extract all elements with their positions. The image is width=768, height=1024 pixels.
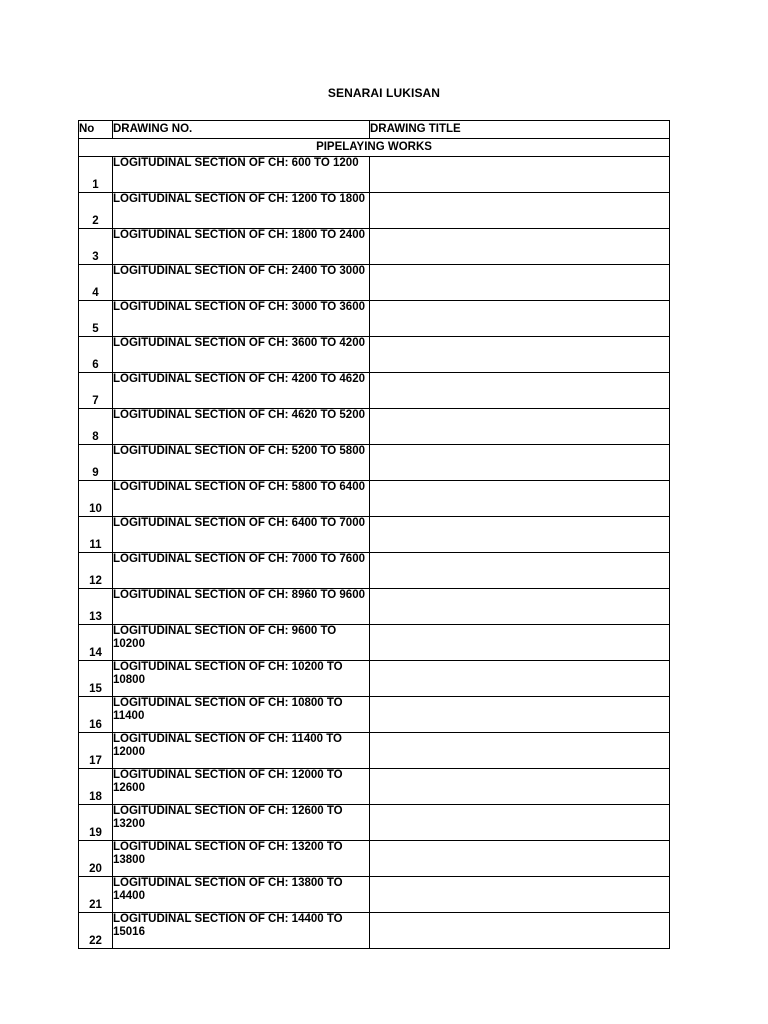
table-row bbox=[79, 589, 670, 625]
row-number: 12 bbox=[79, 553, 113, 589]
row-drawing-title bbox=[370, 265, 670, 301]
row-drawing-no: LOGITUDINAL SECTION OF CH: 1200 TO 1800 bbox=[113, 193, 370, 229]
row-drawing-title bbox=[370, 553, 670, 589]
row-drawing-title bbox=[370, 769, 670, 805]
row-drawing-no: LOGITUDINAL SECTION OF CH: 14400 TO 15016 bbox=[113, 913, 370, 949]
row-drawing-no: LOGITUDINAL SECTION OF CH: 6400 TO 7000 bbox=[113, 517, 370, 553]
table-row bbox=[79, 733, 670, 769]
row-drawing-title bbox=[370, 373, 670, 409]
row-drawing-no: LOGITUDINAL SECTION OF CH: 4200 TO 4620 bbox=[113, 373, 370, 409]
row-drawing-no: LOGITUDINAL SECTION OF CH: 12600 TO 13200 bbox=[113, 805, 370, 841]
row-drawing-title bbox=[370, 877, 670, 913]
row-drawing-title bbox=[370, 625, 670, 661]
row-drawing-no: LOGITUDINAL SECTION OF CH: 600 TO 1200 bbox=[113, 157, 370, 193]
row-drawing-no: LOGITUDINAL SECTION OF CH: 12000 TO 12600 bbox=[113, 769, 370, 805]
row-drawing-title bbox=[370, 841, 670, 877]
row-drawing-no: LOGITUDINAL SECTION OF CH: 3000 TO 3600 bbox=[113, 301, 370, 337]
row-number: 11 bbox=[79, 517, 113, 553]
row-drawing-title bbox=[370, 661, 670, 697]
table-row bbox=[79, 445, 670, 481]
row-number: 4 bbox=[79, 265, 113, 301]
row-drawing-title bbox=[370, 157, 670, 193]
row-drawing-no: LOGITUDINAL SECTION OF CH: 3600 TO 4200 bbox=[113, 337, 370, 373]
table-row bbox=[79, 337, 670, 373]
row-number: 10 bbox=[79, 481, 113, 517]
row-number: 1 bbox=[79, 157, 113, 193]
row-drawing-title bbox=[370, 229, 670, 265]
drawing-list-table bbox=[78, 120, 670, 949]
table-row bbox=[79, 229, 670, 265]
row-drawing-title bbox=[370, 697, 670, 733]
row-number: 16 bbox=[79, 697, 113, 733]
row-drawing-no: LOGITUDINAL SECTION OF CH: 11400 TO 12000 bbox=[113, 733, 370, 769]
row-drawing-title bbox=[370, 589, 670, 625]
row-drawing-title bbox=[370, 337, 670, 373]
row-number: 7 bbox=[79, 373, 113, 409]
table-row bbox=[79, 517, 670, 553]
row-drawing-no: LOGITUDINAL SECTION OF CH: 2400 TO 3000 bbox=[113, 265, 370, 301]
row-drawing-no: LOGITUDINAL SECTION OF CH: 13800 TO 14400 bbox=[113, 877, 370, 913]
row-number: 19 bbox=[79, 805, 113, 841]
row-number: 22 bbox=[79, 913, 113, 949]
row-number: 15 bbox=[79, 661, 113, 697]
row-drawing-no: LOGITUDINAL SECTION OF CH: 13200 TO 13800 bbox=[113, 841, 370, 877]
table-row bbox=[79, 913, 670, 949]
row-drawing-title bbox=[370, 481, 670, 517]
table-row bbox=[79, 373, 670, 409]
row-drawing-no: LOGITUDINAL SECTION OF CH: 8960 TO 9600 bbox=[113, 589, 370, 625]
row-drawing-no: LOGITUDINAL SECTION OF CH: 10800 TO 11400 bbox=[113, 697, 370, 733]
table-row bbox=[79, 157, 670, 193]
table-row bbox=[79, 877, 670, 913]
row-number: 2 bbox=[79, 193, 113, 229]
row-number: 9 bbox=[79, 445, 113, 481]
row-number: 5 bbox=[79, 301, 113, 337]
table-row bbox=[79, 265, 670, 301]
row-drawing-no: LOGITUDINAL SECTION OF CH: 5200 TO 5800 bbox=[113, 445, 370, 481]
row-drawing-no: LOGITUDINAL SECTION OF CH: 9600 TO 10200 bbox=[113, 625, 370, 661]
header-drawing-no: DRAWING NO. bbox=[113, 121, 370, 139]
table-row bbox=[79, 661, 670, 697]
table-row bbox=[79, 841, 670, 877]
row-drawing-no: LOGITUDINAL SECTION OF CH: 4620 TO 5200 bbox=[113, 409, 370, 445]
row-drawing-title bbox=[370, 733, 670, 769]
table-row bbox=[79, 553, 670, 589]
table-row bbox=[79, 805, 670, 841]
row-drawing-no: LOGITUDINAL SECTION OF CH: 5800 TO 6400 bbox=[113, 481, 370, 517]
row-drawing-title bbox=[370, 805, 670, 841]
row-number: 13 bbox=[79, 589, 113, 625]
row-drawing-no: LOGITUDINAL SECTION OF CH: 7000 TO 7600 bbox=[113, 553, 370, 589]
row-number: 20 bbox=[79, 841, 113, 877]
row-number: 21 bbox=[79, 877, 113, 913]
table-header-row bbox=[79, 121, 670, 139]
header-no: No bbox=[79, 121, 113, 139]
section-row bbox=[79, 139, 670, 157]
table-row bbox=[79, 481, 670, 517]
row-drawing-title bbox=[370, 193, 670, 229]
header-drawing-title: DRAWING TITLE bbox=[370, 121, 670, 139]
table-row bbox=[79, 625, 670, 661]
table-row bbox=[79, 697, 670, 733]
row-number: 3 bbox=[79, 229, 113, 265]
row-number: 6 bbox=[79, 337, 113, 373]
row-drawing-title bbox=[370, 301, 670, 337]
row-number: 14 bbox=[79, 625, 113, 661]
table-row bbox=[79, 769, 670, 805]
row-drawing-title bbox=[370, 517, 670, 553]
row-drawing-title bbox=[370, 913, 670, 949]
row-number: 17 bbox=[79, 733, 113, 769]
row-number: 18 bbox=[79, 769, 113, 805]
row-drawing-no: LOGITUDINAL SECTION OF CH: 1800 TO 2400 bbox=[113, 229, 370, 265]
table-row bbox=[79, 409, 670, 445]
table-row bbox=[79, 193, 670, 229]
table-row bbox=[79, 301, 670, 337]
page-title: SENARAI LUKISAN bbox=[327, 86, 441, 100]
row-drawing-title bbox=[370, 409, 670, 445]
row-number: 8 bbox=[79, 409, 113, 445]
section-heading: PIPELAYING WORKS bbox=[79, 139, 670, 157]
row-drawing-no: LOGITUDINAL SECTION OF CH: 10200 TO 10800 bbox=[113, 661, 370, 697]
row-drawing-title bbox=[370, 445, 670, 481]
